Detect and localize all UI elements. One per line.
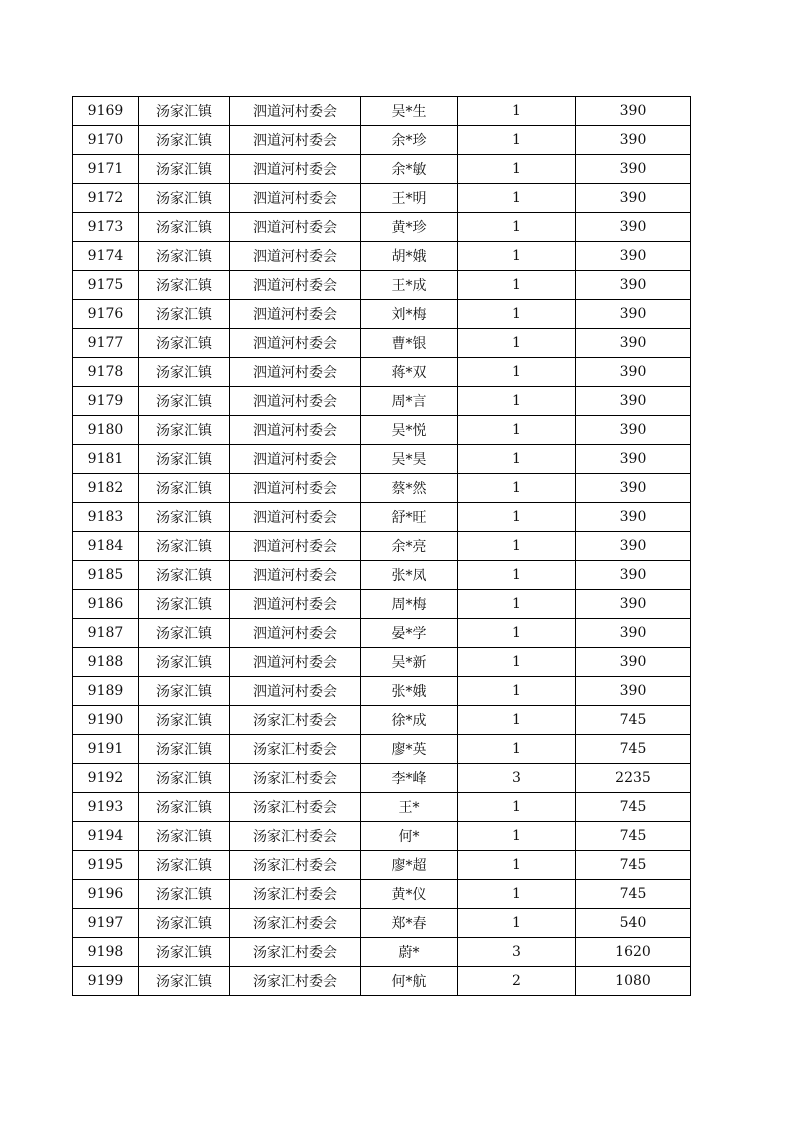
name-cell: 王*明 <box>361 184 458 213</box>
row-number-cell: 9184 <box>73 532 139 561</box>
row-number-cell: 9191 <box>73 735 139 764</box>
village-committee-cell: 汤家汇村委会 <box>230 764 361 793</box>
town-cell: 汤家汇镇 <box>139 880 230 909</box>
count-cell: 1 <box>458 271 576 300</box>
count-cell: 1 <box>458 126 576 155</box>
count-cell: 1 <box>458 503 576 532</box>
amount-cell: 390 <box>576 155 691 184</box>
village-committee-cell: 泗道河村委会 <box>230 532 361 561</box>
row-number-cell: 9196 <box>73 880 139 909</box>
village-committee-cell: 泗道河村委会 <box>230 242 361 271</box>
village-committee-cell: 泗道河村委会 <box>230 561 361 590</box>
records-table-body <box>73 97 691 996</box>
town-cell: 汤家汇镇 <box>139 387 230 416</box>
name-cell: 余*珍 <box>361 126 458 155</box>
row-number-cell: 9193 <box>73 793 139 822</box>
row-number-cell: 9186 <box>73 590 139 619</box>
name-cell: 蔡*然 <box>361 474 458 503</box>
town-cell: 汤家汇镇 <box>139 532 230 561</box>
table-row <box>73 938 691 967</box>
village-committee-cell: 汤家汇村委会 <box>230 793 361 822</box>
town-cell: 汤家汇镇 <box>139 155 230 184</box>
table-row <box>73 967 691 996</box>
table-row <box>73 793 691 822</box>
count-cell: 1 <box>458 387 576 416</box>
amount-cell: 2235 <box>576 764 691 793</box>
village-committee-cell: 泗道河村委会 <box>230 97 361 126</box>
name-cell: 徐*成 <box>361 706 458 735</box>
row-number-cell: 9182 <box>73 474 139 503</box>
table-row <box>73 329 691 358</box>
name-cell: 晏*学 <box>361 619 458 648</box>
town-cell: 汤家汇镇 <box>139 793 230 822</box>
amount-cell: 745 <box>576 880 691 909</box>
village-committee-cell: 汤家汇村委会 <box>230 880 361 909</box>
amount-cell: 1080 <box>576 967 691 996</box>
table-row <box>73 590 691 619</box>
town-cell: 汤家汇镇 <box>139 358 230 387</box>
village-committee-cell: 汤家汇村委会 <box>230 938 361 967</box>
town-cell: 汤家汇镇 <box>139 764 230 793</box>
count-cell: 1 <box>458 590 576 619</box>
amount-cell: 390 <box>576 503 691 532</box>
village-committee-cell: 汤家汇村委会 <box>230 851 361 880</box>
table-row <box>73 474 691 503</box>
count-cell: 3 <box>458 938 576 967</box>
village-committee-cell: 泗道河村委会 <box>230 387 361 416</box>
count-cell: 1 <box>458 735 576 764</box>
amount-cell: 390 <box>576 213 691 242</box>
row-number-cell: 9189 <box>73 677 139 706</box>
town-cell: 汤家汇镇 <box>139 300 230 329</box>
row-number-cell: 9174 <box>73 242 139 271</box>
town-cell: 汤家汇镇 <box>139 909 230 938</box>
town-cell: 汤家汇镇 <box>139 97 230 126</box>
table-row <box>73 677 691 706</box>
amount-cell: 1620 <box>576 938 691 967</box>
count-cell: 3 <box>458 764 576 793</box>
amount-cell: 390 <box>576 445 691 474</box>
name-cell: 曹*银 <box>361 329 458 358</box>
count-cell: 1 <box>458 474 576 503</box>
amount-cell: 390 <box>576 648 691 677</box>
amount-cell: 390 <box>576 590 691 619</box>
town-cell: 汤家汇镇 <box>139 416 230 445</box>
village-committee-cell: 泗道河村委会 <box>230 155 361 184</box>
table-row <box>73 416 691 445</box>
amount-cell: 745 <box>576 793 691 822</box>
count-cell: 1 <box>458 242 576 271</box>
name-cell: 郑*春 <box>361 909 458 938</box>
table-row <box>73 387 691 416</box>
amount-cell: 390 <box>576 329 691 358</box>
row-number-cell: 9197 <box>73 909 139 938</box>
name-cell: 刘*梅 <box>361 300 458 329</box>
table-row <box>73 300 691 329</box>
name-cell: 吴*悦 <box>361 416 458 445</box>
table-row <box>73 706 691 735</box>
town-cell: 汤家汇镇 <box>139 822 230 851</box>
name-cell: 吴*生 <box>361 97 458 126</box>
count-cell: 1 <box>458 416 576 445</box>
table-row <box>73 242 691 271</box>
table-row <box>73 822 691 851</box>
village-committee-cell: 泗道河村委会 <box>230 329 361 358</box>
count-cell: 1 <box>458 706 576 735</box>
name-cell: 黄*仪 <box>361 880 458 909</box>
count-cell: 1 <box>458 909 576 938</box>
amount-cell: 390 <box>576 271 691 300</box>
village-committee-cell: 泗道河村委会 <box>230 503 361 532</box>
name-cell: 张*娥 <box>361 677 458 706</box>
town-cell: 汤家汇镇 <box>139 445 230 474</box>
town-cell: 汤家汇镇 <box>139 706 230 735</box>
town-cell: 汤家汇镇 <box>139 590 230 619</box>
name-cell: 胡*娥 <box>361 242 458 271</box>
count-cell: 1 <box>458 300 576 329</box>
amount-cell: 745 <box>576 822 691 851</box>
name-cell: 吴*新 <box>361 648 458 677</box>
table-row <box>73 445 691 474</box>
town-cell: 汤家汇镇 <box>139 561 230 590</box>
records-table <box>72 96 691 996</box>
name-cell: 周*言 <box>361 387 458 416</box>
count-cell: 1 <box>458 677 576 706</box>
row-number-cell: 9188 <box>73 648 139 677</box>
village-committee-cell: 汤家汇村委会 <box>230 909 361 938</box>
town-cell: 汤家汇镇 <box>139 619 230 648</box>
amount-cell: 390 <box>576 677 691 706</box>
name-cell: 蒋*双 <box>361 358 458 387</box>
village-committee-cell: 泗道河村委会 <box>230 416 361 445</box>
table-row <box>73 155 691 184</box>
town-cell: 汤家汇镇 <box>139 938 230 967</box>
row-number-cell: 9178 <box>73 358 139 387</box>
table-row <box>73 358 691 387</box>
amount-cell: 390 <box>576 358 691 387</box>
village-committee-cell: 泗道河村委会 <box>230 474 361 503</box>
amount-cell: 390 <box>576 387 691 416</box>
count-cell: 1 <box>458 880 576 909</box>
village-committee-cell: 汤家汇村委会 <box>230 967 361 996</box>
town-cell: 汤家汇镇 <box>139 184 230 213</box>
town-cell: 汤家汇镇 <box>139 474 230 503</box>
amount-cell: 390 <box>576 416 691 445</box>
town-cell: 汤家汇镇 <box>139 677 230 706</box>
name-cell: 廖*英 <box>361 735 458 764</box>
amount-cell: 390 <box>576 242 691 271</box>
amount-cell: 390 <box>576 561 691 590</box>
table-row <box>73 909 691 938</box>
count-cell: 1 <box>458 822 576 851</box>
row-number-cell: 9170 <box>73 126 139 155</box>
village-committee-cell: 泗道河村委会 <box>230 126 361 155</box>
row-number-cell: 9169 <box>73 97 139 126</box>
table-row <box>73 271 691 300</box>
name-cell: 李*峰 <box>361 764 458 793</box>
count-cell: 1 <box>458 648 576 677</box>
row-number-cell: 9177 <box>73 329 139 358</box>
village-committee-cell: 泗道河村委会 <box>230 590 361 619</box>
name-cell: 何* <box>361 822 458 851</box>
row-number-cell: 9172 <box>73 184 139 213</box>
row-number-cell: 9180 <box>73 416 139 445</box>
row-number-cell: 9181 <box>73 445 139 474</box>
row-number-cell: 9185 <box>73 561 139 590</box>
town-cell: 汤家汇镇 <box>139 271 230 300</box>
town-cell: 汤家汇镇 <box>139 648 230 677</box>
count-cell: 1 <box>458 561 576 590</box>
row-number-cell: 9175 <box>73 271 139 300</box>
village-committee-cell: 泗道河村委会 <box>230 184 361 213</box>
row-number-cell: 9199 <box>73 967 139 996</box>
count-cell: 1 <box>458 851 576 880</box>
amount-cell: 745 <box>576 851 691 880</box>
village-committee-cell: 泗道河村委会 <box>230 648 361 677</box>
count-cell: 1 <box>458 329 576 358</box>
amount-cell: 390 <box>576 300 691 329</box>
table-row <box>73 126 691 155</box>
table-row <box>73 851 691 880</box>
village-committee-cell: 泗道河村委会 <box>230 213 361 242</box>
village-committee-cell: 汤家汇村委会 <box>230 822 361 851</box>
count-cell: 1 <box>458 97 576 126</box>
amount-cell: 390 <box>576 619 691 648</box>
amount-cell: 745 <box>576 706 691 735</box>
amount-cell: 390 <box>576 97 691 126</box>
table-row <box>73 503 691 532</box>
table-row <box>73 184 691 213</box>
name-cell: 吴*昊 <box>361 445 458 474</box>
village-committee-cell: 汤家汇村委会 <box>230 706 361 735</box>
count-cell: 1 <box>458 213 576 242</box>
amount-cell: 390 <box>576 474 691 503</box>
name-cell: 周*梅 <box>361 590 458 619</box>
count-cell: 1 <box>458 184 576 213</box>
amount-cell: 390 <box>576 126 691 155</box>
row-number-cell: 9176 <box>73 300 139 329</box>
village-committee-cell: 泗道河村委会 <box>230 619 361 648</box>
village-committee-cell: 泗道河村委会 <box>230 358 361 387</box>
count-cell: 1 <box>458 793 576 822</box>
name-cell: 王*成 <box>361 271 458 300</box>
table-row <box>73 561 691 590</box>
count-cell: 2 <box>458 967 576 996</box>
amount-cell: 540 <box>576 909 691 938</box>
town-cell: 汤家汇镇 <box>139 213 230 242</box>
town-cell: 汤家汇镇 <box>139 126 230 155</box>
count-cell: 1 <box>458 445 576 474</box>
name-cell: 蔚* <box>361 938 458 967</box>
amount-cell: 390 <box>576 184 691 213</box>
amount-cell: 745 <box>576 735 691 764</box>
table-row <box>73 764 691 793</box>
village-committee-cell: 泗道河村委会 <box>230 677 361 706</box>
row-number-cell: 9179 <box>73 387 139 416</box>
row-number-cell: 9187 <box>73 619 139 648</box>
town-cell: 汤家汇镇 <box>139 242 230 271</box>
town-cell: 汤家汇镇 <box>139 503 230 532</box>
row-number-cell: 9192 <box>73 764 139 793</box>
amount-cell: 390 <box>576 532 691 561</box>
name-cell: 何*航 <box>361 967 458 996</box>
count-cell: 1 <box>458 155 576 184</box>
count-cell: 1 <box>458 358 576 387</box>
table-row <box>73 619 691 648</box>
table-row <box>73 648 691 677</box>
village-committee-cell: 泗道河村委会 <box>230 300 361 329</box>
name-cell: 王* <box>361 793 458 822</box>
name-cell: 黄*珍 <box>361 213 458 242</box>
town-cell: 汤家汇镇 <box>139 329 230 358</box>
row-number-cell: 9195 <box>73 851 139 880</box>
name-cell: 余*敏 <box>361 155 458 184</box>
table-row <box>73 532 691 561</box>
name-cell: 张*凤 <box>361 561 458 590</box>
table-row <box>73 880 691 909</box>
village-committee-cell: 泗道河村委会 <box>230 271 361 300</box>
row-number-cell: 9183 <box>73 503 139 532</box>
row-number-cell: 9173 <box>73 213 139 242</box>
village-committee-cell: 泗道河村委会 <box>230 445 361 474</box>
town-cell: 汤家汇镇 <box>139 967 230 996</box>
name-cell: 舒*旺 <box>361 503 458 532</box>
row-number-cell: 9194 <box>73 822 139 851</box>
village-committee-cell: 汤家汇村委会 <box>230 735 361 764</box>
table-row <box>73 213 691 242</box>
row-number-cell: 9190 <box>73 706 139 735</box>
name-cell: 廖*超 <box>361 851 458 880</box>
name-cell: 余*亮 <box>361 532 458 561</box>
table-row <box>73 97 691 126</box>
town-cell: 汤家汇镇 <box>139 851 230 880</box>
count-cell: 1 <box>458 532 576 561</box>
count-cell: 1 <box>458 619 576 648</box>
town-cell: 汤家汇镇 <box>139 735 230 764</box>
table-row <box>73 735 691 764</box>
row-number-cell: 9198 <box>73 938 139 967</box>
row-number-cell: 9171 <box>73 155 139 184</box>
